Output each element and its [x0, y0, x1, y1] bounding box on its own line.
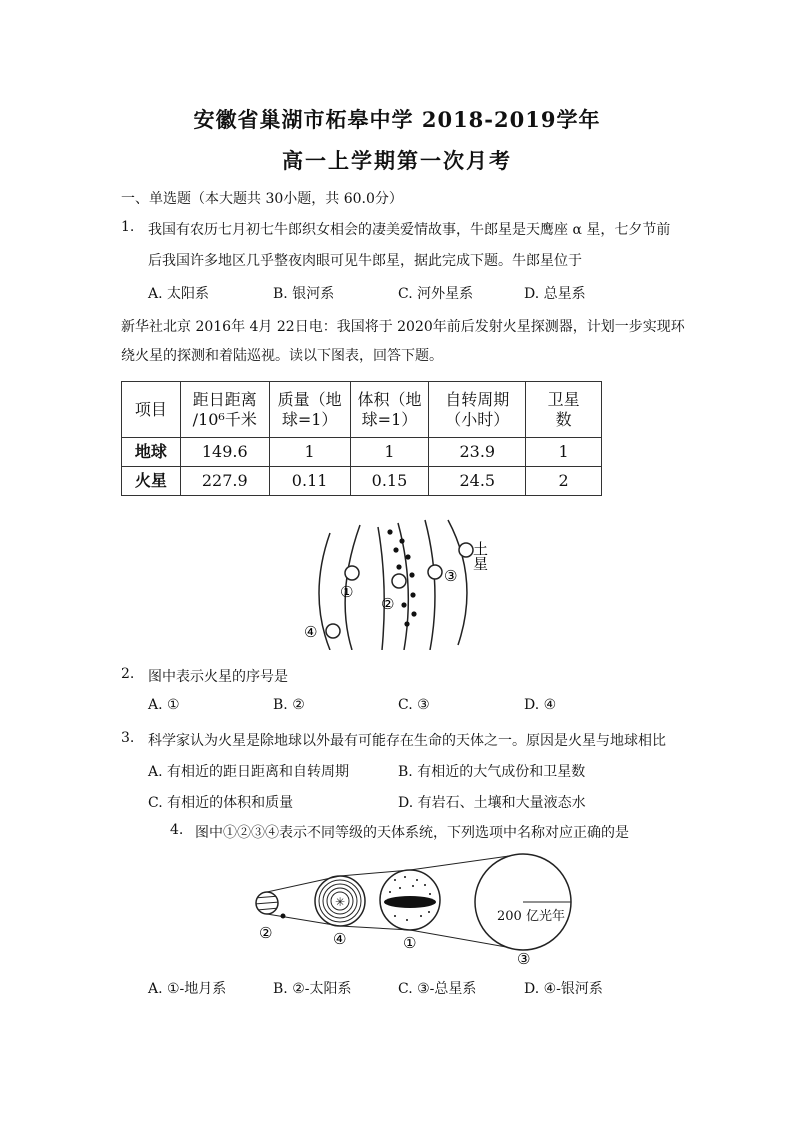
q4-text: 图中①②③④表示不同等级的天体系统，下列选项中名称对应正确的是: [195, 825, 629, 841]
q2-number: 2.: [121, 666, 135, 682]
q4-option-c: C. ③-总星系: [398, 981, 477, 997]
orbit-label-3: ③: [444, 567, 458, 585]
planet-data-table: [121, 381, 602, 496]
section-heading: 一、单选题（本大题共 30小题，共 60.0分）: [121, 191, 403, 207]
q1-option-b: B. 银河系: [273, 286, 335, 302]
q1-number: 1.: [121, 219, 135, 235]
distance-label: 200 亿光年: [497, 909, 565, 924]
table-header-cell: 卫星 数: [526, 382, 602, 438]
table-header-cell: 距日距离 /10⁶千米: [180, 382, 269, 438]
table-header-cell: 体积（地 球=1）: [350, 382, 429, 438]
system-label-1: ①: [403, 934, 417, 952]
universe-system: [475, 854, 571, 950]
solar-system: [315, 876, 365, 926]
table-cell: 2: [526, 467, 602, 496]
table-cell: 1: [350, 438, 429, 467]
q1-option-c: C. 河外星系: [398, 286, 474, 302]
system-label-3: ③: [517, 950, 531, 968]
orbit-label-2: ②: [381, 595, 395, 613]
q3-option-c: C. 有相近的体积和质量: [148, 795, 294, 811]
q2-option-b: B. ②: [273, 697, 305, 713]
planet-3: [428, 565, 442, 579]
q1-text-line1: 我国有农历七月初七牛郎织女相会的凄美爱情故事，牛郎星是天鹰座 α 星，七夕节前: [148, 222, 671, 238]
table-cell: 0.15: [350, 467, 429, 496]
q1-text-line2: 后我国许多地区几乎整夜肉眼可见牛郎星，据此完成下题。牛郎星位于: [148, 253, 582, 269]
saturn-label: 土星: [471, 541, 489, 571]
table-header-row: [122, 382, 602, 438]
q2-option-c: C. ③: [398, 697, 430, 713]
q4-option-d: D. ④-银河系: [524, 981, 603, 997]
q1-option-a: A. 太阳系: [148, 286, 210, 302]
q4-number: 4.: [170, 822, 184, 838]
q2-text: 图中表示火星的序号是: [148, 669, 288, 685]
table-cell: 1: [526, 438, 602, 467]
table-cell: 23.9: [429, 438, 526, 467]
q2-option-d: D. ④: [524, 697, 557, 713]
planet-1: [345, 566, 359, 580]
orbit-figure: [290, 515, 510, 650]
table-header-cell: 自转周期 （小时）: [429, 382, 526, 438]
table-cell: 火星: [122, 467, 181, 496]
system-label-4: ④: [333, 930, 347, 948]
orbit-label-4: ④: [304, 623, 318, 641]
table-cell: 24.5: [429, 467, 526, 496]
q4-option-a: A. ①-地月系: [148, 981, 227, 997]
systems-figure: [245, 850, 585, 968]
page-subtitle: 高一上学期第一次月考: [282, 148, 512, 173]
q3-option-a: A. 有相近的距日距离和自转周期: [148, 764, 350, 780]
table-cell: 227.9: [180, 467, 269, 496]
table-row: [122, 438, 602, 467]
milky-way-system: [380, 870, 440, 930]
table-cell: 0.11: [269, 467, 350, 496]
table-cell: 149.6: [180, 438, 269, 467]
orbit-line: [378, 527, 384, 650]
q3-text: 科学家认为火星是除地球以外最有可能存在生命的天体之一。原因是火星与地球相比: [148, 733, 666, 749]
orbit-label-1: ①: [340, 583, 354, 601]
q4-option-b: B. ②-太阳系: [273, 981, 352, 997]
table-row: [122, 467, 602, 496]
q3-option-d: D. 有岩石、土壤和大量液态水: [398, 795, 586, 811]
intro-line1: 新华社北京 2016年 4月 22日电：我国将于 2020年前后发射火星探测器，计划一步实现环: [121, 319, 685, 335]
table-cell: 地球: [122, 438, 181, 467]
q1-option-d: D. 总星系: [524, 286, 586, 302]
system-label-2: ②: [259, 924, 273, 942]
q3-number: 3.: [121, 730, 135, 746]
table-header-cell: 质量（地 球=1）: [269, 382, 350, 438]
table-header-cell: 项目: [122, 382, 181, 438]
planet-2: [392, 574, 406, 588]
intro-line2: 绕火星的探测和着陆巡视。读以下图表，回答下题。: [121, 348, 443, 364]
page-title: 安徽省巢湖市柘皋中学 2018-2019学年: [193, 107, 601, 132]
q3-option-b: B. 有相近的大气成份和卫星数: [398, 764, 586, 780]
q2-option-a: A. ①: [148, 697, 180, 713]
table-cell: 1: [269, 438, 350, 467]
svg-text:✳: ✳: [334, 895, 346, 909]
orbit-line: [425, 520, 435, 650]
planet-4: [326, 624, 340, 638]
